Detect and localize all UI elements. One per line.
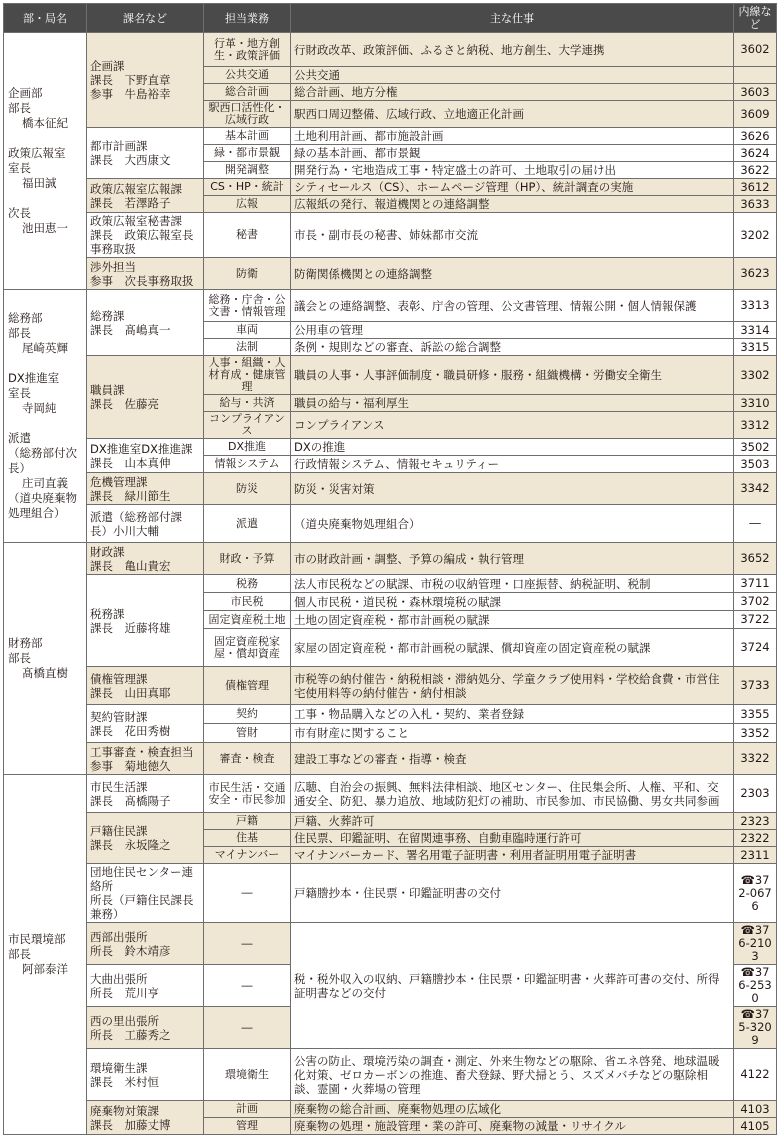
section-line: 大曲出張所	[90, 971, 148, 986]
table-row	[4, 813, 777, 830]
extension-cell: 2303	[734, 775, 777, 813]
task-cell: 市税等の納付催告・納税相談・滞納処分、学童クラブ使用料・学校給食費・市営住宅使用料等の納付催告・納付相談	[291, 667, 734, 705]
task-cell: 住民票、印鑑証明、在留関連事務、自動車臨時運行許可	[291, 830, 734, 847]
department-line: （道央廃棄物	[8, 491, 77, 505]
extension-cell: 4105	[734, 1118, 777, 1135]
extension-cell: 3302	[734, 356, 777, 395]
extension-cell: 3633	[734, 196, 777, 213]
duty-cell: 計画	[204, 1101, 291, 1118]
section-line: 参事 牛島裕幸	[90, 87, 171, 101]
department-line: 処理組合）	[8, 506, 66, 520]
duty-cell: 固定資産税土地	[204, 611, 291, 629]
department-line: 庄司直義	[22, 476, 68, 490]
section-line: 参事 菊地徳久	[90, 758, 171, 773]
duty-cell: 車両	[204, 322, 291, 339]
extension-cell: 3702	[734, 593, 777, 611]
table-body	[4, 33, 777, 1135]
section-line: 職員課	[90, 383, 125, 397]
duty-cell: 公共交通	[204, 67, 291, 84]
table-row	[4, 439, 777, 456]
duty-cell: 市民税	[204, 593, 291, 611]
table-row	[4, 923, 777, 965]
duty-cell: 財政・予算	[204, 543, 291, 575]
section-line: 危機管理課	[90, 474, 148, 489]
duty-cell: 法制	[204, 339, 291, 356]
table-row	[4, 543, 777, 575]
table-row	[4, 356, 777, 395]
section-line: 都市計画課	[90, 139, 148, 153]
section-cell	[87, 575, 204, 667]
section-cell	[87, 923, 204, 965]
table-row	[4, 1101, 777, 1118]
task-cell: 土地利用計画、都市施設計画	[291, 128, 734, 145]
section-line: 課長 近藤将雄	[90, 620, 171, 635]
duty-cell: 契約	[204, 705, 291, 724]
section-line: 西部出張所	[90, 929, 148, 944]
task-cell: 工事・物品購入などの入札・契約、業者登録	[291, 705, 734, 724]
section-cell	[87, 775, 204, 813]
section-line: 課長 加藤丈博	[90, 1117, 171, 1132]
duty-cell: 固定資産税家屋・償却資産	[204, 629, 291, 667]
extension-cell: 3315	[734, 339, 777, 356]
task-cell: 総合計画、地方分権	[291, 84, 734, 101]
extension-cell: 3355	[734, 705, 777, 724]
org-table	[3, 3, 777, 1135]
task-cell: （道央廃棄物処理組合）	[291, 505, 734, 543]
section-cell	[87, 1049, 204, 1101]
section-cell	[87, 743, 204, 775]
duty-cell: 駅西口活性化・広域行政	[204, 101, 291, 128]
extension-cell: ☎375-3209	[734, 1007, 777, 1049]
task-cell: 広聴、自治会の振興、無料法律相談、地区センター、住民集会所、人権、平和、交通安全、防犯、暴力追放、地域防犯灯の補助、市民参加、市民協働、男女共同参画	[291, 775, 734, 813]
extension-cell: 3624	[734, 145, 777, 162]
table-row	[4, 33, 777, 67]
section-cell	[87, 356, 204, 439]
department-line: 尾崎英輝	[22, 341, 68, 355]
section-line: 課長 山本真伸	[90, 455, 171, 470]
section-line: 課長 下野直章	[90, 73, 171, 87]
header-task: 主な仕事	[291, 4, 734, 33]
extension-cell: 3503	[734, 456, 777, 473]
section-line: 渉外担当	[90, 259, 136, 274]
section-line: 課長 佐藤亮	[90, 397, 159, 411]
duty-cell: 市民生活・交通安全・市民参加	[204, 775, 291, 813]
duty-cell: 広報	[204, 196, 291, 213]
section-line: 課長 亀山貴宏	[90, 558, 171, 573]
table-row	[4, 575, 777, 593]
table-row	[4, 743, 777, 775]
task-cell: 緑の基本計画、都市景観	[291, 145, 734, 162]
task-cell: 駅西口周辺整備、広域行政、立地適正化計画	[291, 101, 734, 128]
section-line: 課長 若澤路子	[90, 195, 171, 210]
extension-cell	[734, 67, 777, 84]
extension-cell: 3622	[734, 162, 777, 179]
header-extension: 内線など	[734, 4, 777, 33]
task-cell: 個人市民税・道民税・森林環境税の賦課	[291, 593, 734, 611]
extension-cell: 2322	[734, 830, 777, 847]
department-line: 部長	[8, 651, 31, 665]
extension-cell: ☎372-0676	[734, 864, 777, 923]
duty-cell: 給与・共済	[204, 395, 291, 412]
task-cell: 行政情報システム、情報セキュリティー	[291, 456, 734, 473]
extension-cell: 3711	[734, 575, 777, 593]
extension-cell: ☎376-2530	[734, 965, 777, 1007]
duty-cell: 緑・都市景観	[204, 145, 291, 162]
table-row	[4, 213, 777, 258]
department-line	[8, 131, 82, 146]
section-cell	[87, 128, 204, 179]
section-line: 課長 髙嶋真一	[90, 322, 171, 337]
extension-cell: 3312	[734, 412, 777, 439]
section-line: 戸籍住民課	[90, 824, 148, 838]
task-cell: 議会との連絡調整、表彰、庁舎の管理、公文書管理、情報公開・個人情報保護	[291, 290, 734, 322]
department-line: 政策広報室	[8, 146, 66, 160]
section-cell	[87, 1101, 204, 1135]
task-cell: 税・税外収入の収納、戸籍謄抄本・住民票・印鑑証明書・火葬許可書の交付、所得証明書などの交付	[291, 923, 734, 1049]
department-line: 阿部泰洋	[22, 962, 68, 976]
task-cell: 公共交通	[291, 67, 734, 84]
section-line: 団地住民センター連絡所	[90, 865, 194, 893]
duty-cell: 環境衛生	[204, 1049, 291, 1101]
extension-cell: 3202	[734, 213, 777, 258]
duty-cell: 防衛	[204, 258, 291, 290]
section-cell	[87, 213, 204, 258]
table-row	[4, 1049, 777, 1101]
task-cell: DXの推進	[291, 439, 734, 456]
table-row	[4, 864, 777, 923]
department-line	[8, 191, 82, 206]
header-department: 部・局名	[4, 4, 87, 33]
duty-cell: 開発調整	[204, 162, 291, 179]
extension-cell: 3623	[734, 258, 777, 290]
section-line: 所長 鈴木靖彦	[90, 943, 171, 958]
department-line	[8, 416, 82, 431]
table-row	[4, 705, 777, 724]
department-line: DX推進室	[8, 371, 60, 385]
department-line: 総務部	[8, 311, 43, 325]
task-cell: 防衛関係機関との連絡調整	[291, 258, 734, 290]
section-line: 課長 緑川節生	[90, 488, 171, 503]
task-cell: 行財政改革、政策評価、ふるさと納税、地方創生、大学連携	[291, 33, 734, 67]
department-line: 財務部	[8, 636, 43, 650]
header-section: 課名など	[87, 4, 204, 33]
duty-cell: コンプライアンス	[204, 412, 291, 439]
extension-cell: 3310	[734, 395, 777, 412]
section-line: 企画課	[90, 59, 125, 73]
department-cell	[4, 775, 87, 1135]
department-line: 部長	[8, 947, 31, 961]
department-line: 派遣	[8, 431, 31, 445]
section-line: 西の里出張所	[90, 1013, 159, 1028]
task-cell: 廃棄物の総合計画、廃棄物処理の広域化	[291, 1101, 734, 1118]
task-cell: 広報紙の発行、報道機関との連絡調整	[291, 196, 734, 213]
section-line: 債権管理課	[90, 671, 148, 686]
task-cell: 公害の防止、環境汚染の調査・測定、外来生物などの駆除、省エネ啓発、地球温暖化対策、ゼロカーボンの推進、畜犬登録、野犬掃とう、スズメバチなどの駆除相談、霊園・火葬場の管理	[291, 1049, 734, 1101]
extension-cell: 3609	[734, 101, 777, 128]
task-cell: 家屋の固定資産税・都市計画税の賦課、償却資産の固定資産税の賦課	[291, 629, 734, 667]
table-row	[4, 258, 777, 290]
duty-cell: CS・HP・統計	[204, 179, 291, 196]
table-row	[4, 290, 777, 322]
duty-cell: 債権管理	[204, 667, 291, 705]
section-cell	[87, 813, 204, 864]
duty-cell: ―	[204, 864, 291, 923]
table-row	[4, 473, 777, 505]
department-line: 寺岡純	[22, 401, 57, 415]
section-line: 政策広報室秘書課	[90, 214, 182, 228]
extension-cell: 3322	[734, 743, 777, 775]
section-line: 所長（戸籍住民課長兼務）	[90, 893, 194, 921]
duty-cell: DX推進	[204, 439, 291, 456]
section-line: 契約管財課	[90, 709, 148, 724]
section-cell	[87, 1007, 204, 1049]
section-line: 市民生活課	[90, 779, 148, 794]
duty-cell: 管財	[204, 724, 291, 743]
duty-cell: ―	[204, 965, 291, 1007]
duty-cell: 人事・組織・人材育成・健康管理	[204, 356, 291, 395]
duty-cell: 基本計画	[204, 128, 291, 145]
department-line: 企画部	[8, 86, 43, 100]
extension-cell: 3314	[734, 322, 777, 339]
section-line: 長）小川大輔	[90, 523, 159, 538]
task-cell: 防災・災害対策	[291, 473, 734, 505]
section-line: 所長 工藤秀之	[90, 1027, 171, 1042]
section-line: 派遣（総務部付課	[90, 509, 182, 524]
header-row	[4, 4, 777, 33]
table-row	[4, 179, 777, 196]
section-line: 課長 花田秀樹	[90, 723, 171, 738]
table-row	[4, 667, 777, 705]
section-line: 課長 髙橋陽子	[90, 793, 171, 808]
extension-cell: 3342	[734, 473, 777, 505]
extension-cell: 3722	[734, 611, 777, 629]
extension-cell: 2311	[734, 847, 777, 864]
section-cell	[87, 473, 204, 505]
duty-cell: 情報システム	[204, 456, 291, 473]
header-duty: 担当業務	[204, 4, 291, 33]
department-line: 橋本征紀	[22, 116, 68, 130]
department-line: 髙橋直樹	[22, 666, 68, 680]
extension-cell: 3724	[734, 629, 777, 667]
section-cell	[87, 505, 204, 543]
duty-cell: ―	[204, 923, 291, 965]
department-line: 池田恵一	[22, 221, 68, 235]
section-line: DX推進室DX推進課	[90, 441, 193, 456]
task-cell: 市長・副市長の秘書、姉妹都市交流	[291, 213, 734, 258]
task-cell: 職員の人事・人事評価制度・職員研修・服務・組織機構・労働安全衛生	[291, 356, 734, 395]
department-cell	[4, 33, 87, 290]
task-cell: 廃棄物の処理・施設管理・業の許可、廃棄物の減量・リサイクル	[291, 1118, 734, 1135]
department-line: 次長	[8, 206, 31, 220]
extension-cell: 3626	[734, 128, 777, 145]
section-cell	[87, 864, 204, 923]
task-cell: シティセールス（CS）、ホームページ管理（HP）、統計調査の実施	[291, 179, 734, 196]
extension-cell: 3313	[734, 290, 777, 322]
duty-cell: 防災	[204, 473, 291, 505]
table-row	[4, 775, 777, 813]
extension-cell: 4103	[734, 1101, 777, 1118]
section-line: 所長 荒川亨	[90, 985, 159, 1000]
section-line: 廃棄物対策課	[90, 1103, 159, 1118]
section-cell	[87, 705, 204, 743]
task-cell: 条例・規則などの審査、訴訟の総合調整	[291, 339, 734, 356]
task-cell: 職員の給与・福利厚生	[291, 395, 734, 412]
section-cell	[87, 965, 204, 1007]
section-line: 課長 米村恒	[90, 1074, 159, 1089]
task-cell: 法人市民税などの賦課、市税の収納管理・口座振替、納税証明、税制	[291, 575, 734, 593]
table-row	[4, 505, 777, 543]
extension-cell: 3502	[734, 439, 777, 456]
duty-cell: 審査・検査	[204, 743, 291, 775]
task-cell: 公用車の管理	[291, 322, 734, 339]
section-line: 財政課	[90, 544, 125, 559]
table-row	[4, 128, 777, 145]
extension-cell: 3652	[734, 543, 777, 575]
extension-cell: 3352	[734, 724, 777, 743]
duty-cell: 行革・地方創生・政策評価	[204, 33, 291, 67]
extension-cell: 3612	[734, 179, 777, 196]
duty-cell: マイナンバー	[204, 847, 291, 864]
task-cell: 市の財政計画・調整、予算の編成・執行管理	[291, 543, 734, 575]
duty-cell: 派遣	[204, 505, 291, 543]
department-line	[8, 356, 82, 371]
extension-cell: 4122	[734, 1049, 777, 1101]
section-line: 税務課	[90, 606, 125, 621]
section-cell	[87, 33, 204, 128]
task-cell: 土地の固定資産税・都市計画税の賦課	[291, 611, 734, 629]
extension-cell: ☎376-2103	[734, 923, 777, 965]
task-cell: コンプライアンス	[291, 412, 734, 439]
section-line: 環境衛生課	[90, 1060, 148, 1075]
section-line: 政策広報室広報課	[90, 181, 182, 196]
department-line: 室長	[8, 161, 31, 175]
duty-cell: 総務・庁舎・公文書・情報管理	[204, 290, 291, 322]
task-cell: 戸籍謄抄本・住民票・印鑑証明書の交付	[291, 864, 734, 923]
duty-cell: 秘書	[204, 213, 291, 258]
extension-cell: 3602	[734, 33, 777, 67]
section-cell	[87, 543, 204, 575]
extension-cell: 3733	[734, 667, 777, 705]
section-line: 課長 大西康文	[90, 153, 171, 167]
task-cell: 市有財産に関すること	[291, 724, 734, 743]
department-line: 部長	[8, 326, 31, 340]
section-line: 総務課	[90, 308, 125, 323]
department-line: 部長	[8, 101, 31, 115]
duty-cell: 総合計画	[204, 84, 291, 101]
department-cell	[4, 543, 87, 775]
section-cell	[87, 258, 204, 290]
section-cell	[87, 290, 204, 356]
duty-cell: 税務	[204, 575, 291, 593]
duty-cell: ―	[204, 1007, 291, 1049]
section-line: 課長 山田真耶	[90, 685, 171, 700]
extension-cell: ―	[734, 505, 777, 543]
task-cell: 開発行為・宅地造成工事・特定盛土の許可、土地取引の届け出	[291, 162, 734, 179]
duty-cell: 管理	[204, 1118, 291, 1135]
section-cell	[87, 439, 204, 473]
department-line: 室長	[8, 386, 31, 400]
section-line: 参事 次長事務取扱	[90, 273, 194, 288]
duty-cell: 住基	[204, 830, 291, 847]
department-cell	[4, 290, 87, 543]
section-line: 課長 永坂隆之	[90, 838, 171, 852]
department-line: （総務部付次長）	[8, 446, 77, 475]
section-cell	[87, 179, 204, 213]
department-line: 市民環境部	[8, 932, 66, 946]
task-cell: 建設工事などの審査・指導・検査	[291, 743, 734, 775]
extension-cell: 3603	[734, 84, 777, 101]
section-line: 工事審査・検査担当	[90, 744, 194, 759]
section-line: 課長 政策広報室長事務取扱	[90, 228, 194, 256]
extension-cell: 2323	[734, 813, 777, 830]
section-cell	[87, 667, 204, 705]
task-cell: マイナンバーカード、署名用電子証明書・利用者証明用電子証明書	[291, 847, 734, 864]
duty-cell: 戸籍	[204, 813, 291, 830]
department-line: 福田誠	[22, 176, 57, 190]
task-cell: 戸籍、火葬許可	[291, 813, 734, 830]
